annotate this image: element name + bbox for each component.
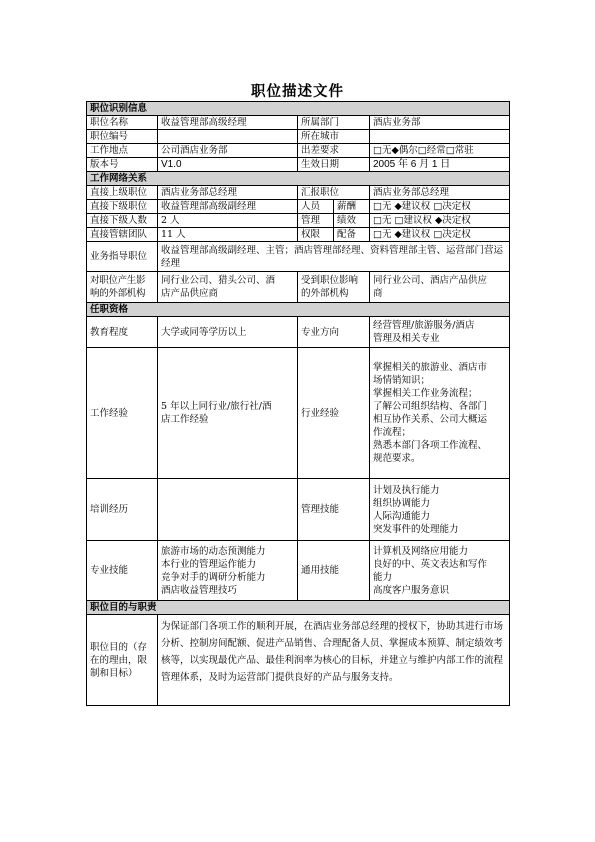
- salary-label: 薪酬: [334, 200, 370, 214]
- team-value: 11 人: [158, 228, 298, 242]
- section-identification: 职位识别信息: [87, 102, 510, 116]
- sub-count-label: 直接下级人数: [87, 214, 158, 228]
- perf-label: 绩效: [334, 214, 370, 228]
- mgmt-skill-value: 计划及执行能力 组织协调能力 人际沟通能力 突发事件的处理能力: [370, 479, 510, 541]
- major-value: 经营管理/旅游服务/酒店 管理及相关专业: [370, 317, 510, 348]
- purpose-label: 职位目的（存 在的理由，限 制和目标）: [87, 615, 158, 706]
- pro-skill-label: 专业技能: [87, 541, 158, 601]
- mgmt-label-3: 权限: [298, 228, 334, 242]
- subordinate-value: 收益管理部高级副经理: [158, 200, 298, 214]
- page-title: 职位描述文件: [251, 84, 344, 100]
- perf-value: □无 □建议权 ◆决定权: [370, 214, 510, 228]
- staffing-value: □无 ◆建议权 □决定权: [370, 228, 510, 242]
- guidance-label: 业务指导职位: [87, 242, 158, 272]
- mgmt-skill-label: 管理技能: [298, 479, 370, 541]
- version-value: V1.0: [158, 158, 298, 172]
- edu-value: 大学或同等学历以上: [158, 317, 298, 348]
- mgmt-label-2: 管理: [298, 214, 334, 228]
- purpose-text: 为保证部门各项工作的顺利开展，在酒店业务部总经理的授权下，协助其进行市场分析、控制房间配额、促进产品销售、合理配备人员、掌握成本预算、制定绩效考核等，以实现最优产品、最佳利润率为核心的目标，并建立与维护内部工作的流程管理体系，及时为运营部门提供良好的产品与服务支持。: [158, 615, 510, 706]
- industry-value: 掌握相关的旅游业、酒店市 场情销知识； 掌握相关工作业务流程； 了解公司组织结构、各部门 相互协作关系、公司大概运 作流程； 熟悉本部门各项工作流程、 规范要求。: [370, 348, 510, 479]
- staffing-label: 配备: [334, 228, 370, 242]
- position-no-value: [158, 130, 298, 144]
- superior-label: 直接上级职位: [87, 186, 158, 200]
- pro-skill-value: 旅游市场的动态预测能力 本行业的管理运作能力 竞争对手的调研分析能力 酒店收益管理技巧: [158, 541, 298, 601]
- major-label: 专业方向: [298, 317, 370, 348]
- section-purpose: 职位目的与职责: [87, 601, 510, 615]
- location-value: 公司酒店业务部: [158, 144, 298, 158]
- sub-count-value: 2 人: [158, 214, 298, 228]
- job-description-table: [86, 101, 510, 706]
- section-network: 工作网络关系: [87, 172, 510, 186]
- subordinate-label: 直接下级职位: [87, 200, 158, 214]
- department-value: 酒店业务部: [370, 116, 510, 130]
- salary-value: □无 ◆建议权 □决定权: [370, 200, 510, 214]
- team-label: 直接管辖团队: [87, 228, 158, 242]
- general-skill-label: 通用技能: [298, 541, 370, 601]
- superior-value: 酒店业务部总经理: [158, 186, 298, 200]
- training-value: [158, 479, 298, 541]
- city-label: 所在城市: [298, 130, 370, 144]
- affected-value: 同行业公司、酒店产品供应 商: [370, 272, 510, 303]
- training-label: 培训经历: [87, 479, 158, 541]
- general-skill-value: 计算机及网络应用能力 良好的中、英文表达和写作 能力 高度客户服务意识: [370, 541, 510, 601]
- city-value: [370, 130, 510, 144]
- travel-label: 出差要求: [298, 144, 370, 158]
- position-name-value: 收益管理部高级经理: [158, 116, 298, 130]
- external-label: 对职位产生影 响的外部机构: [87, 272, 158, 303]
- position-no-label: 职位编号: [87, 130, 158, 144]
- effective-value: 2005 年 6 月 1 日: [370, 158, 510, 172]
- version-label: 版本号: [87, 158, 158, 172]
- work-value: 5 年以上同行业/旅行社/酒 店工作经验: [158, 348, 298, 479]
- industry-label: 行业经验: [298, 348, 370, 479]
- external-value: 同行业公司、猎头公司、酒 店产品供应商: [158, 272, 298, 303]
- work-label: 工作经验: [87, 348, 158, 479]
- report-value: 酒店业务部总经理: [370, 186, 510, 200]
- travel-value: □无◆偶尔□经常□常驻: [370, 144, 510, 158]
- edu-label: 教育程度: [87, 317, 158, 348]
- effective-label: 生效日期: [298, 158, 370, 172]
- section-qualification: 任职资格: [87, 303, 510, 317]
- affected-label: 受到职位影响 的外部机构: [298, 272, 370, 303]
- department-label: 所属部门: [298, 116, 370, 130]
- location-label: 工作地点: [87, 144, 158, 158]
- position-name-label: 职位名称: [87, 116, 158, 130]
- mgmt-label-1: 人员: [298, 200, 334, 214]
- report-label: 汇报职位: [298, 186, 370, 200]
- guidance-value: 收益管理部高级副经理、主管；酒店管理部经理、资料管理部主管、运营部门营运经理: [158, 242, 510, 272]
